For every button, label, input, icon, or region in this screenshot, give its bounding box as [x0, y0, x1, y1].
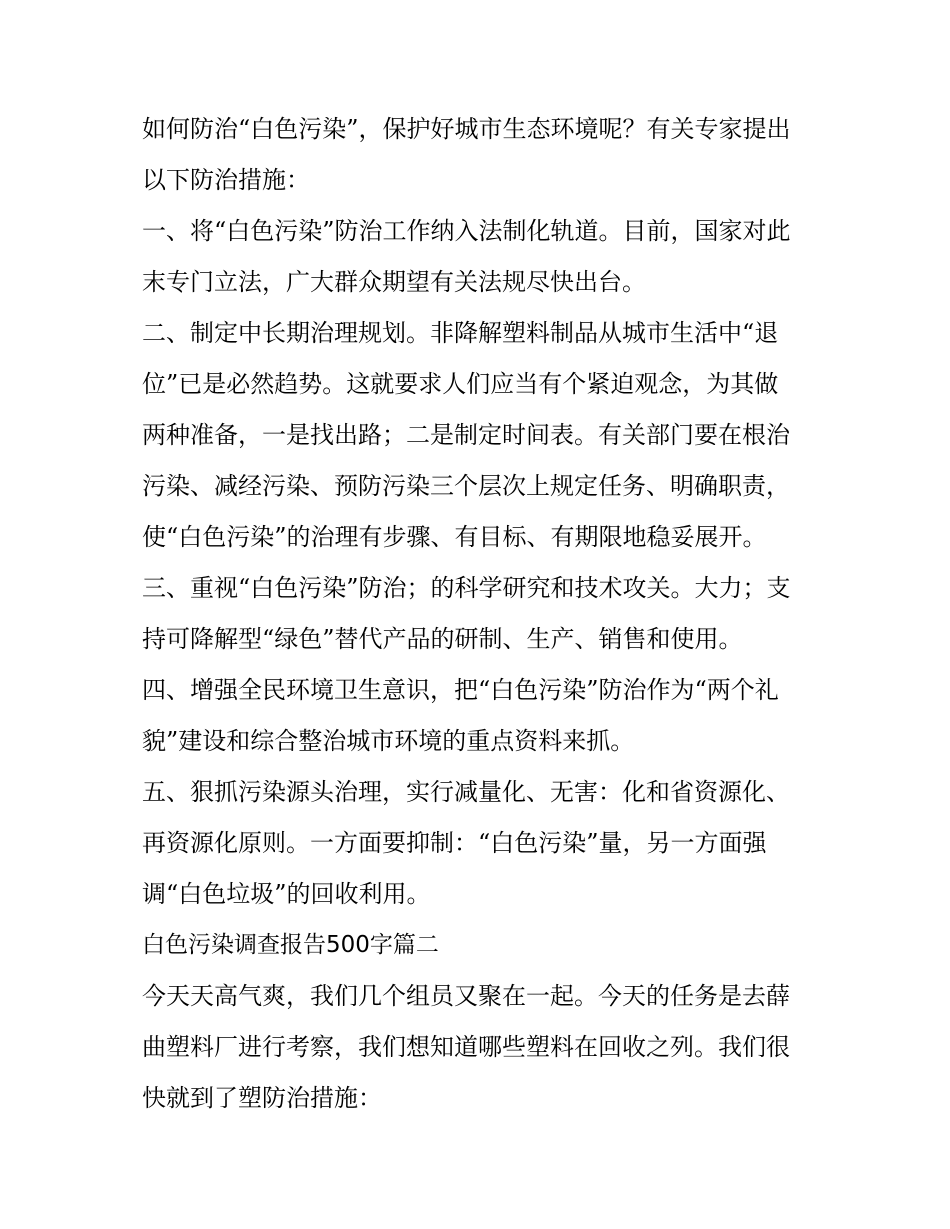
- section-heading: 白色污染调查报告500字篇二: [142, 932, 439, 958]
- text-line: 位”已是必然趋势。这就要求人们应当有个紧迫观念，为其做: [142, 370, 779, 398]
- text-line: 一、将“白色污染”防治工作纳入法制化轨道。目前，国家对此: [142, 217, 791, 245]
- text-line: 末专门立法，广大群众期望有关法规尽快出台。: [142, 268, 646, 296]
- text-line: 再资源化原则。一方面要抑制：“白色污染”量，另一方面强: [142, 829, 767, 857]
- text-line: 以下防治措施：: [142, 166, 310, 194]
- text-line: 污染、减经污染、预防污染三个层次上规定任务、明确职责，: [142, 472, 790, 500]
- text-line: 曲塑料厂进行考察，我们想知道哪些塑料在回收之列。我们很: [142, 1033, 790, 1061]
- text-line: 三、重视“白色污染”防治；的科学研究和技术攻关。大力；支: [142, 574, 791, 602]
- text-line: 两种准备，一是找出路；二是制定时间表。有关部门要在根治: [142, 421, 790, 449]
- text-line: 如何防治“白色污染”，保护好城市生态环境呢？有关专家提出: [142, 115, 791, 143]
- text-line: 使“白色污染”的治理有步骤、有目标、有期限地稳妥展开。: [142, 523, 767, 551]
- text-line: 持可降解型“绿色”替代产品的研制、生产、销售和使用。: [142, 625, 743, 653]
- text-line: 快就到了塑防治措施：: [142, 1084, 382, 1112]
- text-line: 调“白色垃圾”的回收利用。: [142, 880, 431, 908]
- text-line: 今天天高气爽，我们几个组员又聚在一起。今天的任务是去薛: [142, 982, 790, 1010]
- text-line: 五、狠抓污染源头治理，实行减量化、无害：化和省资源化、: [142, 778, 790, 806]
- text-line: 二、制定中长期治理规划。非降解塑料制品从城市生活中“退: [142, 319, 779, 347]
- text-line: 貌”建设和综合整治城市环境的重点资料来抓。: [142, 727, 635, 755]
- text-line: 四、增强全民环境卫生意识，把“白色污染”防治作为“两个礼: [142, 676, 779, 704]
- document-body: [142, 104, 822, 1124]
